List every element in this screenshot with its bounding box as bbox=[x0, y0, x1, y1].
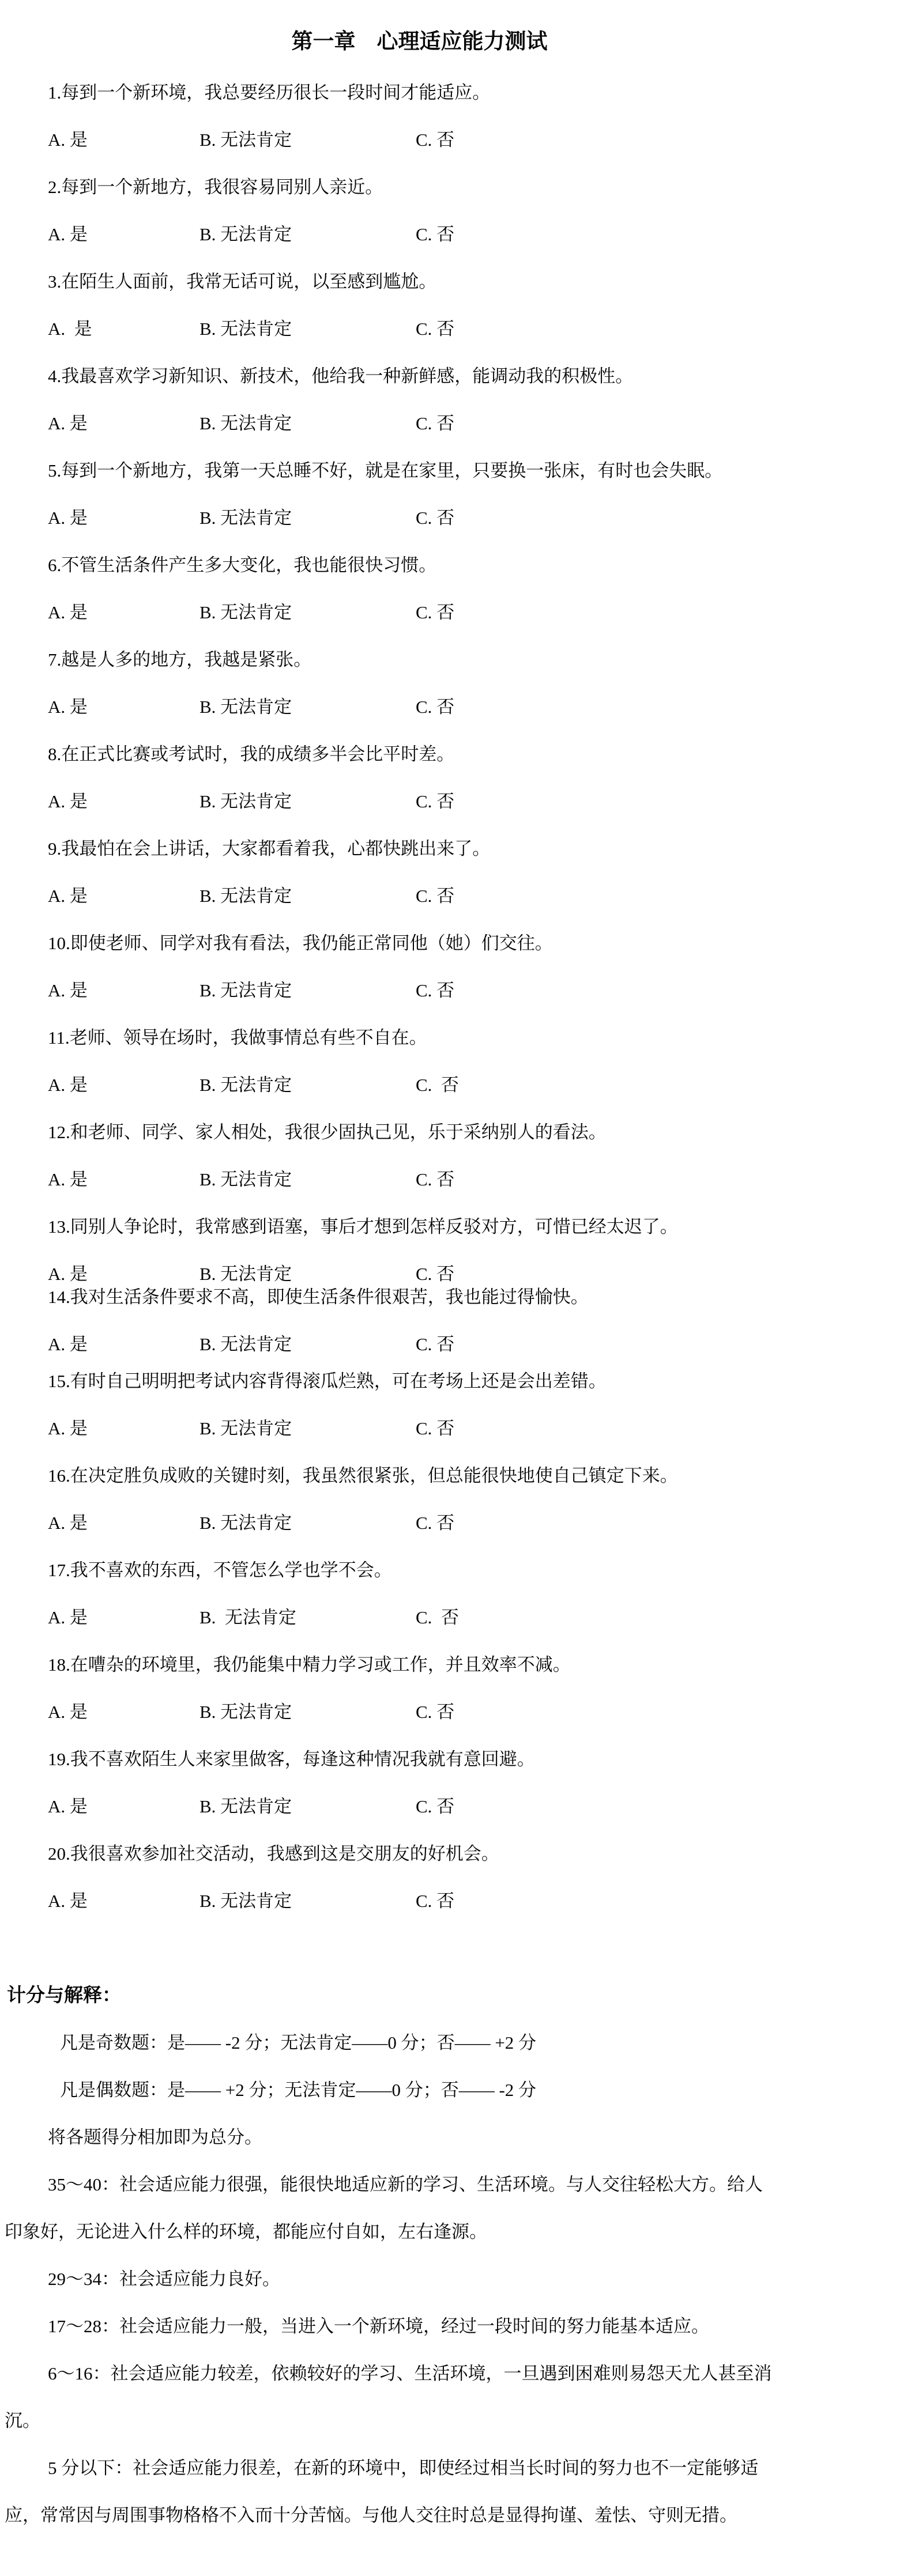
options-row bbox=[5, 967, 886, 1014]
options-row bbox=[5, 1499, 886, 1547]
option-c: C. 否 bbox=[416, 1607, 459, 1627]
option-c: C. 否 bbox=[416, 319, 455, 339]
option-c: C. 否 bbox=[416, 508, 455, 528]
option-c: C. 否 bbox=[416, 1418, 455, 1438]
question-text: 12.和老师、同学、家人相处，我很少固执己见，乐于采纳别人的看法。 bbox=[48, 1122, 607, 1142]
question-text: 10.即使老师、同学对我有看法，我仍能正常同他（她）们交往。 bbox=[48, 933, 553, 953]
option-a: A. 是 bbox=[48, 319, 92, 339]
options-row bbox=[5, 1251, 886, 1298]
question-text: 11.老师、领导在场时，我做事情总有些不自在。 bbox=[48, 1028, 427, 1048]
option-c: C. 否 bbox=[416, 886, 455, 906]
option-c: C. 否 bbox=[416, 224, 455, 244]
scoring-rules bbox=[5, 2019, 886, 2161]
option-b: B. 无法肯定 bbox=[199, 1796, 292, 1816]
option-a: A. 是 bbox=[48, 791, 88, 811]
option-b: B. 无法肯定 bbox=[199, 319, 292, 339]
option-a: A. 是 bbox=[48, 1513, 88, 1533]
option-a: A. 是 bbox=[48, 1264, 88, 1284]
option-c: C. 否 bbox=[416, 1169, 455, 1189]
option-a: A. 是 bbox=[48, 1169, 88, 1189]
question-text: 5.每到一个新地方，我第一天总睡不好，就是在家里，只要换一张床，有时也会失眠。 bbox=[48, 460, 723, 481]
option-a: A. 是 bbox=[48, 1075, 88, 1095]
option-b: B. 无法肯定 bbox=[199, 130, 292, 150]
option-b: B. 无法肯定 bbox=[199, 1169, 292, 1189]
option-a: A. 是 bbox=[48, 130, 88, 150]
question-text: 9.我最怕在会上讲话，大家都看着我，心都快跳出来了。 bbox=[48, 838, 491, 859]
question-text: 17.我不喜欢的东西，不管怎么学也学不会。 bbox=[48, 1560, 392, 1580]
option-a: A. 是 bbox=[48, 602, 88, 622]
interpretation-line: 35～40：社会适应能力很强，能很快地适应新的学习、生活环境。与人交往轻松大方。给人 bbox=[48, 2174, 763, 2194]
option-a: A. 是 bbox=[48, 508, 88, 528]
question-text: 14.我对生活条件要求不高，即使生活条件很艰苦，我也能过得愉快。 bbox=[48, 1287, 589, 1307]
scoring-header: 计分与解释： bbox=[7, 1985, 121, 2006]
interpretation-line: 印象好，无论进入什么样的环境，都能应付自如，左右逢源。 bbox=[5, 2222, 487, 2242]
option-c: C. 否 bbox=[416, 602, 455, 622]
option-a: A. 是 bbox=[48, 980, 88, 1000]
interpretation-line: 6～16：社会适应能力较差，依赖较好的学习、生活环境，一旦遇到困难则易怨天尤人甚至消 bbox=[48, 2363, 772, 2384]
option-c: C. 否 bbox=[416, 1702, 455, 1722]
options-row bbox=[5, 1321, 886, 1368]
option-c: C. 否 bbox=[416, 130, 455, 150]
option-c: C. 否 bbox=[416, 413, 455, 433]
options-row bbox=[5, 1156, 886, 1203]
question-text: 3.在陌生人面前，我常无话可说，以至感到尴尬。 bbox=[48, 271, 437, 292]
question-text: 8.在正式比赛或考试时，我的成绩多半会比平时差。 bbox=[48, 744, 455, 764]
options-row bbox=[5, 211, 886, 258]
option-a: A. 是 bbox=[48, 697, 88, 717]
question-text: 18.在嘈杂的环境里，我仍能集中精力学习或工作，并且效率不减。 bbox=[48, 1655, 571, 1675]
scoring-rule: 凡是偶数题：是—— +2 分；无法肯定——0 分；否—— -2 分 bbox=[60, 2080, 537, 2100]
options-row bbox=[5, 1062, 886, 1109]
question-list bbox=[5, 69, 886, 1925]
question-text: 20.我很喜欢参加社交活动，我感到这是交朋友的好机会。 bbox=[48, 1844, 499, 1864]
option-b: B. 无法肯定 bbox=[199, 1891, 292, 1911]
question-text: 15.有时自己明明把考试内容背得滚瓜烂熟，可在考场上还是会出差错。 bbox=[48, 1371, 607, 1391]
options-row bbox=[5, 1783, 886, 1830]
options-row bbox=[5, 494, 886, 542]
options-row bbox=[5, 589, 886, 636]
option-b: B. 无法肯定 bbox=[199, 980, 292, 1000]
option-b: B. 无法肯定 bbox=[199, 886, 292, 906]
option-b: B. 无法肯定 bbox=[199, 602, 292, 622]
interpretation-line: 应，常常因与周围事物格格不入而十分苦恼。与他人交往时总是显得拘谨、羞怯、守则无措。 bbox=[5, 2505, 737, 2525]
question-text: 7.越是人多的地方，我越是紧张。 bbox=[48, 649, 312, 670]
option-c: C. 否 bbox=[416, 1334, 455, 1354]
question-text: 19.我不喜欢陌生人来家里做客，每逢这种情况我就有意回避。 bbox=[48, 1749, 535, 1769]
option-b: B. 无法肯定 bbox=[199, 1607, 296, 1627]
option-b: B. 无法肯定 bbox=[199, 1702, 292, 1722]
options-row bbox=[5, 116, 886, 164]
question-text: 16.在决定胜负成败的关键时刻，我虽然很紧张，但总能很快地使自己镇定下来。 bbox=[48, 1465, 678, 1486]
option-a: A. 是 bbox=[48, 1334, 88, 1354]
question-text: 4.我最喜欢学习新知识、新技术，他给我一种新鲜感，能调动我的积极性。 bbox=[48, 366, 634, 386]
option-a: A. 是 bbox=[48, 1702, 88, 1722]
option-b: B. 无法肯定 bbox=[199, 413, 292, 433]
interpretation-line: 5 分以下：社会适应能力很差，在新的环境中，即使经过相当长时间的努力也不一定能够适 bbox=[48, 2458, 759, 2478]
options-row bbox=[5, 1689, 886, 1736]
scoring-rule: 将各题得分相加即为总分。 bbox=[48, 2127, 262, 2147]
option-c: C. 否 bbox=[416, 1075, 459, 1095]
option-b: B. 无法肯定 bbox=[199, 224, 292, 244]
option-b: B. 无法肯定 bbox=[199, 1334, 292, 1354]
option-a: A. 是 bbox=[48, 1607, 88, 1627]
option-c: C. 否 bbox=[416, 697, 455, 717]
interpretation-line: 29～34：社会适应能力良好。 bbox=[48, 2269, 280, 2289]
option-c: C. 否 bbox=[416, 1513, 455, 1533]
options-row bbox=[5, 1405, 886, 1452]
option-b: B. 无法肯定 bbox=[199, 508, 292, 528]
options-row bbox=[5, 872, 886, 920]
scoring-rule: 凡是奇数题：是—— -2 分；无法肯定——0 分；否—— +2 分 bbox=[60, 2033, 537, 2053]
option-a: A. 是 bbox=[48, 886, 88, 906]
option-a: A. 是 bbox=[48, 1891, 88, 1911]
option-c: C. 否 bbox=[416, 980, 455, 1000]
options-row bbox=[5, 400, 886, 447]
option-c: C. 否 bbox=[416, 1891, 455, 1911]
question-text: 6.不管生活条件产生多大变化，我也能很快习惯。 bbox=[48, 555, 437, 575]
interpretation-line: 17～28：社会适应能力一般，当进入一个新环境，经过一段时间的努力能基本适应。 bbox=[48, 2316, 709, 2336]
options-row bbox=[5, 683, 886, 731]
question-text: 1.每到一个新环境，我总要经历很长一段时间才能适应。 bbox=[48, 82, 491, 103]
options-row bbox=[5, 1594, 886, 1641]
option-c: C. 否 bbox=[416, 791, 455, 811]
option-b: B. 无法肯定 bbox=[199, 697, 292, 717]
option-b: B. 无法肯定 bbox=[199, 1264, 292, 1284]
option-c: C. 否 bbox=[416, 1264, 455, 1284]
option-a: A. 是 bbox=[48, 224, 88, 244]
page-title: 第一章 心理适应能力测试 bbox=[291, 30, 548, 54]
interpretation-list bbox=[5, 2161, 886, 2539]
option-a: A. 是 bbox=[48, 413, 88, 433]
option-a: A. 是 bbox=[48, 1796, 88, 1816]
option-a: A. 是 bbox=[48, 1418, 88, 1438]
options-row bbox=[5, 305, 886, 353]
option-b: B. 无法肯定 bbox=[199, 1513, 292, 1533]
option-b: B. 无法肯定 bbox=[199, 791, 292, 811]
option-b: B. 无法肯定 bbox=[199, 1418, 292, 1438]
option-b: B. 无法肯定 bbox=[199, 1075, 292, 1095]
options-row bbox=[5, 1878, 886, 1925]
interpretation-line: 沉。 bbox=[5, 2411, 40, 2431]
question-text: 13.同别人争论时，我常感到语塞，事后才想到怎样反驳对方，可惜已经太迟了。 bbox=[48, 1217, 678, 1237]
question-text: 2.每到一个新地方，我很容易同别人亲近。 bbox=[48, 177, 383, 197]
options-row bbox=[5, 778, 886, 825]
option-c: C. 否 bbox=[416, 1796, 455, 1816]
